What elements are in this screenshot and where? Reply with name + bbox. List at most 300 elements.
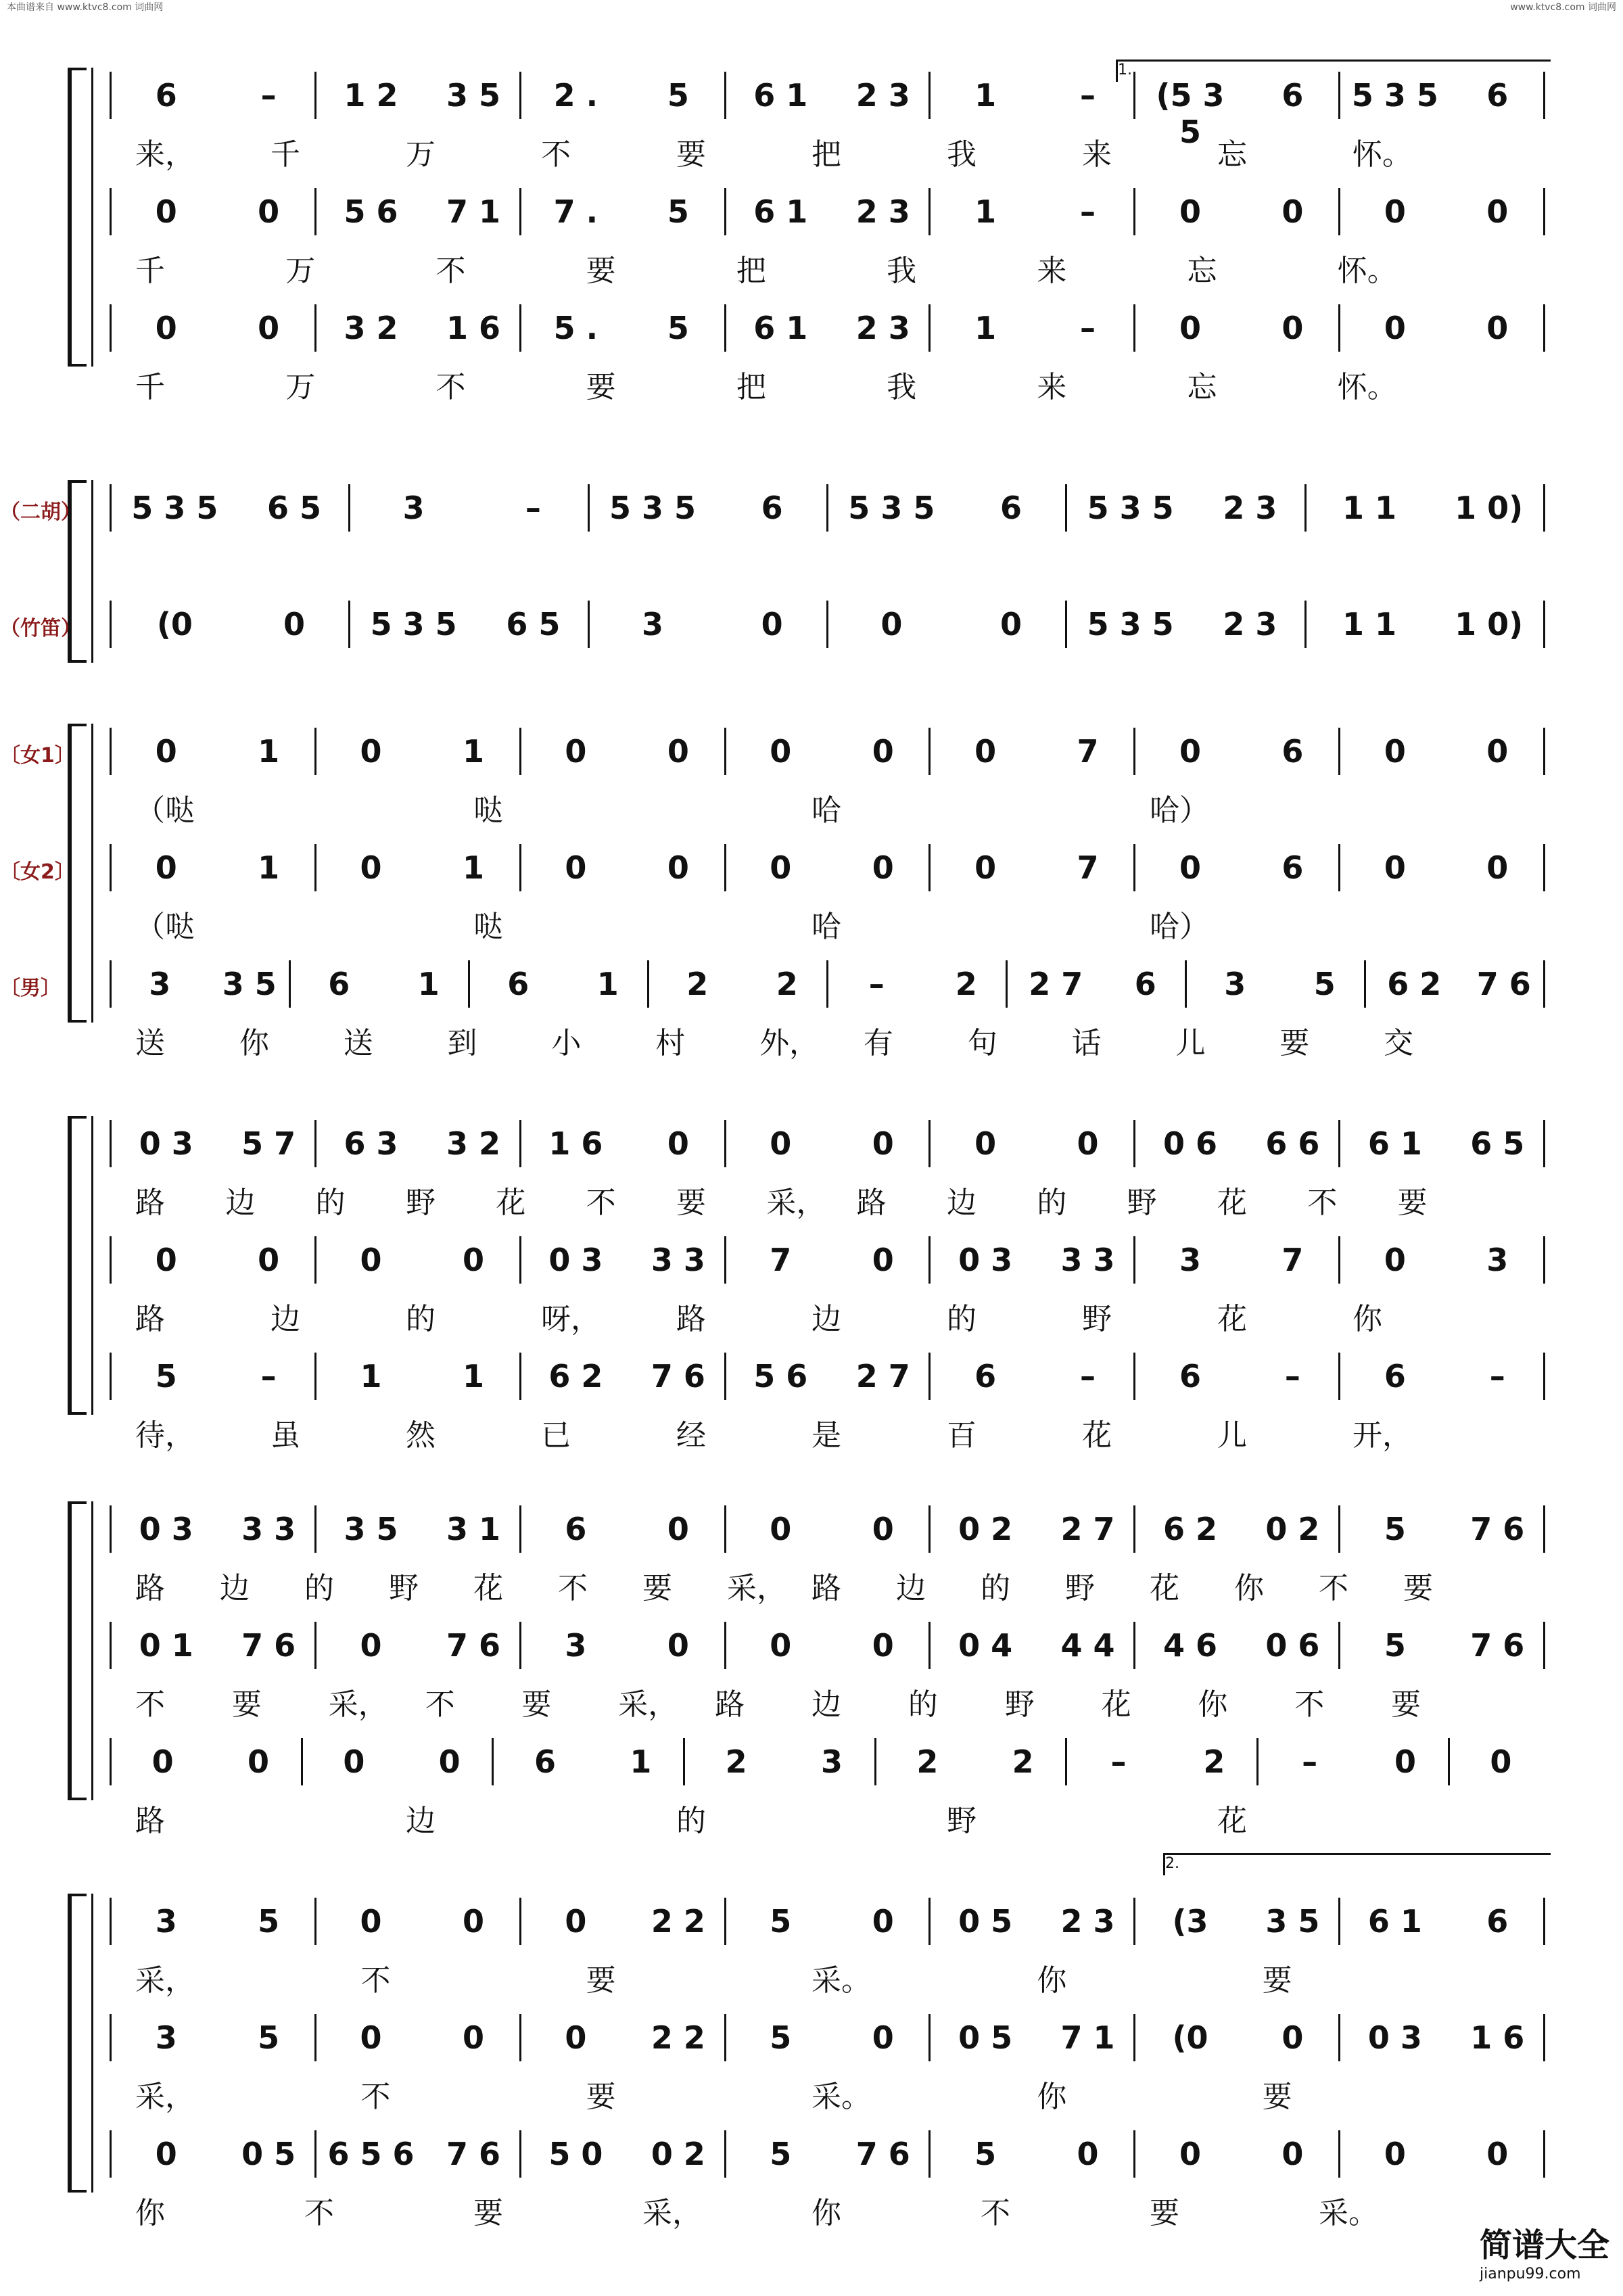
note: 0	[360, 733, 382, 770]
note: 2 3	[855, 310, 910, 346]
lyric: 采。	[812, 1963, 871, 1998]
lyric: 儿	[1175, 1026, 1206, 1060]
lyric: 不	[981, 2196, 1010, 2230]
note: 5	[667, 193, 689, 230]
lyric: 是	[812, 1418, 841, 1453]
lyric: 路	[856, 1186, 887, 1220]
note: 3 3	[241, 1511, 296, 1547]
lyric: 哒	[473, 793, 503, 828]
system3-inner-brace	[91, 724, 93, 1023]
note: 0	[999, 606, 1022, 642]
note: 0	[258, 1242, 280, 1278]
lyric: 野	[1127, 1186, 1157, 1220]
note: 6	[1486, 77, 1509, 114]
lyric: 虽	[270, 1418, 300, 1453]
lyric: 你	[135, 2196, 165, 2230]
note: 1 2	[344, 77, 398, 114]
lyric: 村	[655, 1026, 686, 1060]
note: 2 7	[855, 1358, 910, 1395]
lyric: 万	[285, 254, 316, 288]
note: 6 5	[266, 490, 321, 526]
note: –	[1080, 193, 1096, 230]
note: 1 6	[1470, 2019, 1525, 2056]
note: 6	[1134, 966, 1156, 1002]
system4-inner-brace	[91, 1116, 93, 1415]
note: 6	[1281, 77, 1304, 114]
note: 7 6	[651, 1358, 705, 1395]
note: 0	[438, 1743, 461, 1780]
lyric: 路	[135, 1571, 165, 1606]
lyric: 不	[1294, 1687, 1325, 1722]
lyric: 路	[135, 1302, 165, 1336]
note: 0 2	[1265, 1511, 1320, 1547]
note: 2	[776, 966, 798, 1002]
note: (5 3 5	[1156, 77, 1225, 150]
note: 0	[1486, 849, 1509, 886]
lyric: 百	[947, 1418, 977, 1453]
note: 0 5	[958, 2019, 1013, 2056]
note: 0	[462, 1242, 484, 1278]
note: –	[260, 1358, 277, 1395]
note: 0	[974, 849, 997, 886]
note: 0 6	[1162, 1125, 1217, 1162]
note: 0	[155, 310, 177, 346]
lyric: 边	[270, 1302, 300, 1336]
note: 5 3 5	[609, 490, 697, 526]
lyric: 话	[1071, 1026, 1102, 1060]
lyric: 要	[1279, 1026, 1310, 1060]
note: 5 6	[753, 1358, 808, 1395]
logo-title: 简谱大全	[1479, 2226, 1609, 2264]
lyric: 花	[1101, 1687, 1131, 1722]
note: 1	[630, 1743, 652, 1780]
lyric: 千	[135, 254, 165, 288]
note: 7 1	[1060, 2019, 1115, 2056]
note: –	[1284, 1358, 1300, 1395]
note: 1 6	[446, 310, 500, 346]
bar-line	[110, 72, 112, 119]
lyric: 边	[225, 1186, 256, 1220]
note: 0	[1486, 2136, 1509, 2172]
lyric: 边	[947, 1186, 977, 1220]
lyric: 把	[812, 137, 841, 172]
note: 0	[1384, 849, 1406, 886]
note: –	[1080, 310, 1096, 346]
lyric: 不	[1319, 1571, 1348, 1606]
note: 0	[360, 1903, 382, 1940]
note: 0	[1384, 310, 1406, 346]
lyric: 花	[1217, 1804, 1247, 1838]
lyric: 野	[389, 1571, 419, 1606]
volta-1: 1.	[1116, 60, 1551, 82]
note: 7 6	[446, 2136, 500, 2172]
lyric: 你	[239, 1026, 269, 1060]
note: 2 3	[1223, 606, 1277, 642]
lyric: 的	[947, 1302, 977, 1336]
lyric: 你	[812, 2196, 841, 2230]
lyric: 哒	[473, 910, 503, 944]
note: 5	[770, 1903, 792, 1940]
lyric: 要	[1391, 1687, 1421, 1722]
note: 6 5	[1470, 1125, 1525, 1162]
note: 6 2	[548, 1358, 603, 1395]
lyric: 花	[1217, 1302, 1247, 1336]
lyric: 然	[406, 1418, 436, 1453]
note: 6	[507, 966, 530, 1002]
note: 2 2	[651, 2019, 705, 2056]
lyric: 要	[676, 137, 706, 172]
note: (0	[156, 606, 193, 642]
system5-inner-brace	[91, 1501, 93, 1800]
note: 7 6	[855, 2136, 910, 2172]
lyric: （哒	[135, 793, 195, 828]
lyric: 不	[586, 1186, 616, 1220]
lyric: 送	[135, 1026, 165, 1060]
lyric: 要	[231, 1687, 262, 1722]
note: 1	[596, 966, 619, 1002]
lyric: 你	[1352, 1302, 1382, 1336]
note: –	[1110, 1743, 1127, 1780]
note: 5	[974, 2136, 997, 2172]
note: –	[260, 77, 277, 114]
note: 0	[770, 1125, 792, 1162]
lyric: 采。	[812, 2080, 871, 2114]
note: 0	[155, 193, 177, 230]
lyric: 野	[406, 1186, 436, 1220]
note: 0	[770, 1627, 792, 1664]
lyric: 路	[135, 1804, 165, 1838]
note: 3	[1224, 966, 1246, 1002]
part-label: （二胡）	[0, 500, 81, 524]
note: 3 3	[1060, 1242, 1115, 1278]
lyric: 交	[1384, 1026, 1414, 1060]
note: 2	[1203, 1743, 1225, 1780]
note: 0 6	[1265, 1627, 1320, 1664]
system5-brace	[68, 1501, 87, 1800]
note: 7 6	[1470, 1627, 1525, 1664]
note: 0	[667, 733, 689, 770]
note: 5	[258, 2019, 280, 2056]
bar-line	[110, 601, 112, 648]
note: 0	[1179, 2136, 1201, 2172]
lyric: 边	[896, 1571, 926, 1606]
note: 3	[155, 2019, 177, 2056]
site-logo	[1480, 2219, 1609, 2282]
note: 2 3	[1060, 1903, 1115, 1940]
note: 7 6	[1476, 966, 1531, 1002]
note: 0	[155, 733, 177, 770]
note: 6 1	[1367, 1125, 1422, 1162]
note: –	[868, 966, 885, 1002]
note: 7	[1077, 733, 1099, 770]
note: 2	[686, 966, 709, 1002]
system1-inner-brace	[91, 68, 93, 367]
note: 0	[974, 1125, 997, 1162]
note: 1	[462, 733, 484, 770]
note: 0	[872, 1903, 894, 1940]
note: 7	[1077, 849, 1099, 886]
note: 6	[1281, 733, 1304, 770]
note: 0	[565, 733, 587, 770]
bar-line	[110, 1505, 112, 1553]
note: 3	[641, 606, 663, 642]
lyric: 要	[586, 370, 616, 404]
note: 7 6	[241, 1627, 296, 1664]
lyric: 要	[1403, 1571, 1433, 1606]
note: 0	[1486, 733, 1509, 770]
lyric: 野	[1004, 1687, 1035, 1722]
lyric: 小	[551, 1026, 582, 1060]
note: 6 1	[1367, 1903, 1422, 1940]
lyric: 外，	[759, 1026, 820, 1060]
note: 1	[974, 310, 997, 346]
note: 0	[462, 1903, 484, 1940]
note: 6 5 6	[327, 2136, 415, 2172]
lyric: 万	[285, 370, 316, 404]
lyric: 我	[887, 370, 917, 404]
note: 6	[1486, 1903, 1509, 1940]
note: 0 2	[651, 2136, 705, 2172]
note: 7 .	[553, 193, 598, 230]
note: 0	[565, 849, 587, 886]
bar-line	[110, 188, 112, 235]
note: 5	[667, 77, 689, 114]
note: 0	[1486, 193, 1509, 230]
lyric: 哈	[812, 910, 841, 944]
lyric: 要	[473, 2196, 503, 2230]
note: 1	[258, 849, 280, 886]
note: 3 3	[651, 1242, 705, 1278]
note: 4 6	[1162, 1627, 1217, 1664]
note: 6 1	[753, 193, 808, 230]
note: 1	[462, 849, 484, 886]
note: 0	[1384, 193, 1406, 230]
note: 5 7	[241, 1125, 296, 1162]
note: 6 1	[753, 310, 808, 346]
note: 0	[1077, 2136, 1099, 2172]
note: 5	[1384, 1511, 1406, 1547]
note: 6	[999, 490, 1022, 526]
note: 0	[360, 2019, 382, 2056]
lyric: 来	[1037, 254, 1067, 288]
note: 0	[155, 1242, 177, 1278]
note: 5 3 5	[131, 490, 218, 526]
lyric: 的	[304, 1571, 334, 1606]
note: 0	[1384, 2136, 1406, 2172]
note: 0	[1281, 193, 1304, 230]
lyric: 要	[1262, 2080, 1292, 2114]
system4-brace	[68, 1116, 87, 1415]
note: 0	[667, 1511, 689, 1547]
note: 2 3	[1223, 490, 1277, 526]
note: 5 3 5	[1087, 490, 1174, 526]
note: (3	[1172, 1903, 1208, 1940]
lyric: 哈）	[1150, 793, 1209, 828]
note: 3	[155, 1903, 177, 1940]
lyric: 把	[736, 254, 766, 288]
lyric: 呀，	[541, 1302, 601, 1336]
note: 0	[283, 606, 305, 642]
note: 1	[974, 77, 997, 114]
note: 0 2	[958, 1511, 1013, 1547]
note: 6	[328, 966, 350, 1002]
lyric: 到	[447, 1026, 477, 1060]
lyric: 要	[642, 1571, 672, 1606]
note: 0	[872, 1627, 894, 1664]
lyric: 边	[812, 1302, 841, 1336]
note: 0	[1179, 193, 1201, 230]
note: 0	[872, 2019, 894, 2056]
note: 0	[565, 2019, 587, 2056]
note: 0	[872, 733, 894, 770]
note: 3	[149, 966, 171, 1002]
lyric: 的	[676, 1804, 706, 1838]
lyric: 已	[541, 1418, 571, 1453]
note: 1	[462, 1358, 484, 1395]
lyric: 的	[315, 1186, 346, 1220]
note: 2	[725, 1743, 747, 1780]
lyric: （哒	[135, 910, 195, 944]
note: 7 1	[446, 193, 500, 230]
note: 6 2	[1387, 966, 1442, 1002]
lyric: 句	[967, 1026, 997, 1060]
note: 4 4	[1060, 1627, 1115, 1664]
lyric: 怀。	[1337, 370, 1397, 404]
note: 6	[155, 77, 177, 114]
note: 5	[258, 1903, 280, 1940]
note: 6	[761, 490, 783, 526]
lyric: 不	[1307, 1186, 1338, 1220]
note: 2	[1012, 1743, 1034, 1780]
lyric: 儿	[1217, 1418, 1247, 1453]
note: 1 1	[1342, 490, 1396, 526]
lyric: 忘	[1217, 137, 1247, 172]
lyric: 采，	[618, 1687, 678, 1722]
note: 3	[1179, 1242, 1201, 1278]
lyric: 万	[406, 137, 436, 172]
header-left: 本曲谱来自 www.ktvc8.com 词曲网	[7, 2, 164, 13]
note: 5	[155, 1358, 177, 1395]
lyric: 采，	[135, 1963, 195, 1998]
lyric: 路	[676, 1302, 706, 1336]
lyric: 你	[1234, 1571, 1264, 1606]
lyric: 你	[1037, 1963, 1067, 1998]
lyric: 要	[1397, 1186, 1428, 1220]
note: 0	[667, 1125, 689, 1162]
note: 0	[1179, 310, 1201, 346]
note: (0	[1172, 2019, 1208, 2056]
system2-inner-brace	[91, 480, 93, 663]
lyric: 花	[1217, 1186, 1247, 1220]
note: 0	[151, 1743, 174, 1780]
note: 0	[1384, 1242, 1406, 1278]
note: 0	[770, 1511, 792, 1547]
note: 0	[667, 1627, 689, 1664]
lyric: 千	[270, 137, 300, 172]
lyric: 要	[586, 254, 616, 288]
note: 0	[1486, 310, 1509, 346]
lyric: 经	[676, 1418, 706, 1453]
note: 1 0)	[1455, 490, 1524, 526]
note: 0	[155, 2136, 177, 2172]
note: 2	[916, 1743, 939, 1780]
note: 6 2	[1162, 1511, 1217, 1547]
note: 0	[343, 1743, 365, 1780]
note: –	[525, 490, 541, 526]
lyric: 野	[1082, 1302, 1112, 1336]
lyric: 花	[1150, 1571, 1179, 1606]
lyric: 我	[887, 254, 917, 288]
note: 0	[1490, 1743, 1512, 1780]
note: 0	[1077, 1125, 1099, 1162]
lyric: 路	[135, 1186, 165, 1220]
note: 0 3	[139, 1125, 193, 1162]
note: 3	[1486, 1242, 1509, 1278]
note: 3 5	[446, 77, 500, 114]
note: –	[1080, 1358, 1096, 1395]
note: 0	[360, 1627, 382, 1664]
note: 0	[770, 849, 792, 886]
note: 0	[462, 2019, 484, 2056]
note: 1 0)	[1455, 606, 1524, 642]
lyric: 送	[343, 1026, 373, 1060]
note: 7 6	[1470, 1511, 1525, 1547]
bar-line	[110, 1353, 112, 1400]
note: 3 2	[344, 310, 398, 346]
lyric: 的	[981, 1571, 1010, 1606]
note: 0	[1281, 2136, 1304, 2172]
bar-line	[110, 2130, 112, 2178]
note: 0	[1179, 733, 1201, 770]
lyric: 怀。	[1352, 137, 1412, 172]
lyric: 的	[908, 1687, 938, 1722]
note: 1 1	[1342, 606, 1396, 642]
note: 0	[1394, 1743, 1416, 1780]
note: 6 1	[753, 77, 808, 114]
note: 0	[1281, 310, 1304, 346]
bar-line	[110, 1622, 112, 1669]
lyric: 边	[220, 1571, 250, 1606]
lyric: 不	[425, 1687, 455, 1722]
part-label: （竹笛）	[0, 617, 81, 640]
lyric: 来	[1082, 137, 1112, 172]
note: 0	[1179, 849, 1201, 886]
lyric: 的	[406, 1302, 436, 1336]
note: 0	[872, 1511, 894, 1547]
note: 3	[820, 1743, 843, 1780]
lyric: 花	[496, 1186, 526, 1220]
note: 3	[565, 1627, 587, 1664]
note: 0	[258, 193, 280, 230]
header-right: www.ktvc8.com 词曲网	[1510, 2, 1616, 13]
lyric: 要	[1150, 2196, 1179, 2230]
lyric: 采，	[766, 1186, 826, 1220]
lyric: 怀。	[1337, 254, 1397, 288]
note: 7 6	[446, 1627, 500, 1664]
note: 6	[565, 1511, 587, 1547]
note: 3	[402, 490, 425, 526]
lyric: 的	[1037, 1186, 1067, 1220]
note: 1	[258, 733, 280, 770]
lyric: 采，	[727, 1571, 786, 1606]
note: 2	[955, 966, 977, 1002]
note: 3 2	[446, 1125, 500, 1162]
note: 0	[761, 606, 783, 642]
note: 0	[1281, 2019, 1304, 2056]
note: 0	[974, 733, 997, 770]
note: 2 3	[855, 77, 910, 114]
lyric: 我	[947, 137, 977, 172]
